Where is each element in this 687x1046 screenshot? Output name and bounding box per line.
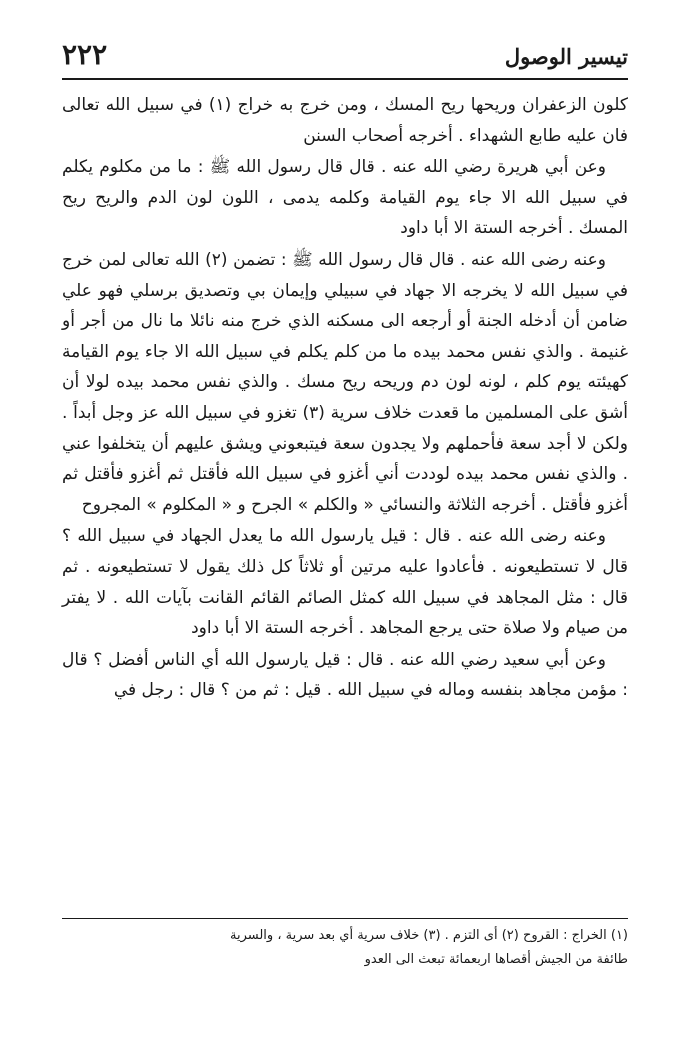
- page-number: ٢٢٢: [62, 38, 108, 71]
- paragraph-5: وعن أبي سعيد رضي الله عنه . قال : قيل يارسول الله أي الناس أفضل ؟ قال : مؤمن مجاهد بنفسه وماله في سبيل الله . قيل : ثم من ؟ قال : رجل في: [62, 649, 628, 701]
- header-divider: [62, 78, 628, 80]
- paragraph-4: وعنه رضى الله عنه . قال : قيل يارسول الله ما يعدل الجهاد في سبيل الله ؟ قال لا تستطيعونه . فأعادوا عليه مرتين أو ثلاثاً كل ذلك يقول لا تستطيعونه . ثم قال : مثل المجاهد في سبيل الله كمثل الصائم القائم القانت بآيات الله . لا يفتر من صيام ولا صلاة حتى يرجع المجاهد . أخرجه الستة الا أبا داود: [62, 526, 628, 639]
- footnotes: [62, 924, 628, 972]
- footnote-divider: [62, 918, 628, 919]
- book-page: [62, 36, 628, 707]
- paragraph-1: كلون الزعفران وريحها ريح المسك ، ومن خرج به خراج (١) في سبيل الله تعالى فان عليه طابع الشهداء . أخرجه أصحاب السنن: [62, 95, 628, 146]
- page-header: [62, 36, 628, 76]
- main-text: [62, 90, 628, 706]
- footnote-line: طائفة من الجيش أقصاها اربعمائة تبعث الى العدو: [364, 952, 628, 967]
- paragraph-2: وعن أبي هريرة رضي الله عنه . قال قال رسول الله ﷺ : ما من مكلوم يكلم في سبيل الله الا جاء يوم القيامة وكلمه يدمى ، اللون لون الدم والريح ريح المسك . أخرجه الستة الا أبا داود: [62, 157, 628, 239]
- running-title: تيسير الوصول: [504, 44, 628, 69]
- paragraph-3: وعنه رضى الله عنه . قال قال رسول الله ﷺ : تضمن (٢) الله تعالى لمن خرج في سبيل الله لا يخرجه الا جهاد في سبيلي وإيمان بي وتصديق برسلي فهو علي ضامن أن أدخله الجنة أو أرجعه الى مسكنه الذي خرج منه نائلا ما نال من أجر أو غنيمة . والذي نفس محمد بيده ما من كلم يكلم في سبيل الله الا جاء يوم القيامة كهيئته يوم كلم ، لونه لون دم وريحه ريح مسك . والذي نفس محمد بيده لولا أن أشق على المسلمين ما قعدت خلاف سرية (٣) تغزو في سبيل الله عز وجل أبداً . ولكن لا أجد سعة فأحملهم ولا يجدون سعة فيتبعوني ويشق عليهم أن يتخلفوا عني . والذي نفس محمد بيده لوددت أني أغزو في سبيل الله فأقتل ثم أغزو فأقتل ثم أغزو فأقتل . أخرجه الثلاثة والنسائي « والكلم » الجرح و « المكلوم » المجروح: [62, 249, 628, 515]
- footnote-line: (١) الخراج : القروح (٢) أى التزم . (٣) خلاف سرية أي بعد سرية ، والسرية: [229, 928, 628, 943]
